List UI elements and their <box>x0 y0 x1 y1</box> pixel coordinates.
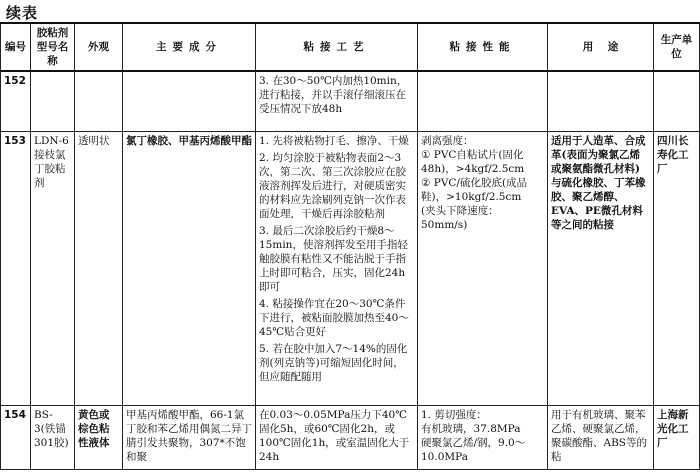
process-step: 4. 粘接操作宜在20～30℃条件下进行，被粘面胶膜加热至40～45℃贴合更好 <box>259 297 409 338</box>
row-process <box>256 405 418 469</box>
header-row <box>1 23 700 71</box>
process-step: 1. 先将被粘物打毛、擦净、干燥 <box>259 134 409 147</box>
table-row <box>1 405 700 469</box>
performance-line: ① PVC自粘试片(固化48h)，>4kgf/2.5cm <box>421 148 525 175</box>
row-usage: 适用于人造革、合成革(表面为聚氯乙烯或聚氨酯微孔材料)与硫化橡胶、丁苯橡胶、聚乙烯醇、EVA、PE微孔材料等之间的粘接 <box>548 131 654 405</box>
performance-line: (夹头下降速度：50mm/s) <box>421 204 499 231</box>
process-step: 5. 若在胶中加入7～14%的固化剂(列克钠等)可缩短固化时间，但应随配随用 <box>259 342 408 383</box>
row-usage: 用于有机玻璃、聚苯乙烯、硬聚氯乙烯，聚碳酸酯、ABS等的粘 <box>548 405 654 469</box>
process-step: 3. 在30～50℃内加热10min，进行粘接，并以手滚仔细滚压在受压情况下放48h <box>259 75 408 115</box>
row-components: 甲基丙烯酸甲酯，66-1氯丁胶和苯乙烯用偶氮二异丁腈引发共聚物，307*不饱和聚 <box>123 405 256 469</box>
header-name: 胶粘剂型号名称 <box>31 23 75 71</box>
row-appearance: 透明状 <box>75 131 123 405</box>
table-row <box>1 131 700 405</box>
row-name <box>31 71 75 131</box>
row-name: BS-3(铁锚301胶) <box>31 405 75 469</box>
row-performance <box>418 131 548 405</box>
row-id: 154 <box>1 405 31 469</box>
header-components: 主要成分 <box>123 23 256 71</box>
row-process <box>256 71 418 131</box>
row-name: LDN-6接枝氯丁胶粘剂 <box>31 131 75 405</box>
adhesive-table <box>0 22 700 470</box>
row-id: 152 <box>1 71 31 131</box>
performance-line: ② PVC/硫化胶底(成品鞋)，>10kgf/2.5cm <box>421 176 528 203</box>
row-performance <box>418 71 548 131</box>
table-row <box>1 71 700 131</box>
header-process: 粘接工艺 <box>256 23 418 71</box>
header-producer: 生产单位 <box>654 23 700 71</box>
header-appearance: 外观 <box>75 23 123 71</box>
performance-line: 1. 剪切强度： <box>421 408 487 421</box>
row-appearance: 黄色或棕色粘性液体 <box>75 405 123 469</box>
process-step: 2. 均匀涂胶于被粘物表面2～3次，第二次、第三次涂胶应在胶液溶剂挥发后进行，对硬质密实的材料应先涂刷列克钠一次作表面处理，干燥后再涂胶粘剂 <box>259 151 406 220</box>
row-id: 153 <box>1 131 31 405</box>
process-step: 3. 最后二次涂胶后约干燥8～15min，使溶剂挥发至用手指轻触胶膜有粘性又不能沾脱于手指上时即可粘合，压实，固化24h即可 <box>259 224 408 293</box>
row-producer: 四川长寿化工厂 <box>654 131 700 405</box>
row-appearance <box>75 71 123 131</box>
page-title: 续表 <box>6 4 39 22</box>
header-id: 编号 <box>1 23 31 71</box>
row-components: 氯丁橡胶、甲基丙烯酸甲酯 <box>123 131 256 405</box>
row-producer <box>654 71 700 131</box>
row-usage <box>548 71 654 131</box>
header-usage: 用 途 <box>548 23 654 71</box>
performance-line: 硬聚氯乙烯/钢，9.0～10.0MPa <box>421 436 526 463</box>
row-components <box>123 71 256 131</box>
row-performance <box>418 405 548 469</box>
header-performance: 粘接性能 <box>418 23 548 71</box>
row-producer: 上海新光化工厂 <box>654 405 700 469</box>
performance-line: 有机玻璃，37.8MPa <box>421 422 521 435</box>
row-process <box>256 131 418 405</box>
performance-line: 剥离强度： <box>421 134 474 147</box>
process-step: 在0.03～0.05MPa压力下40℃固化5h，或60℃固化2h，或100℃固化1h，或室温固化大于24h <box>259 408 410 463</box>
